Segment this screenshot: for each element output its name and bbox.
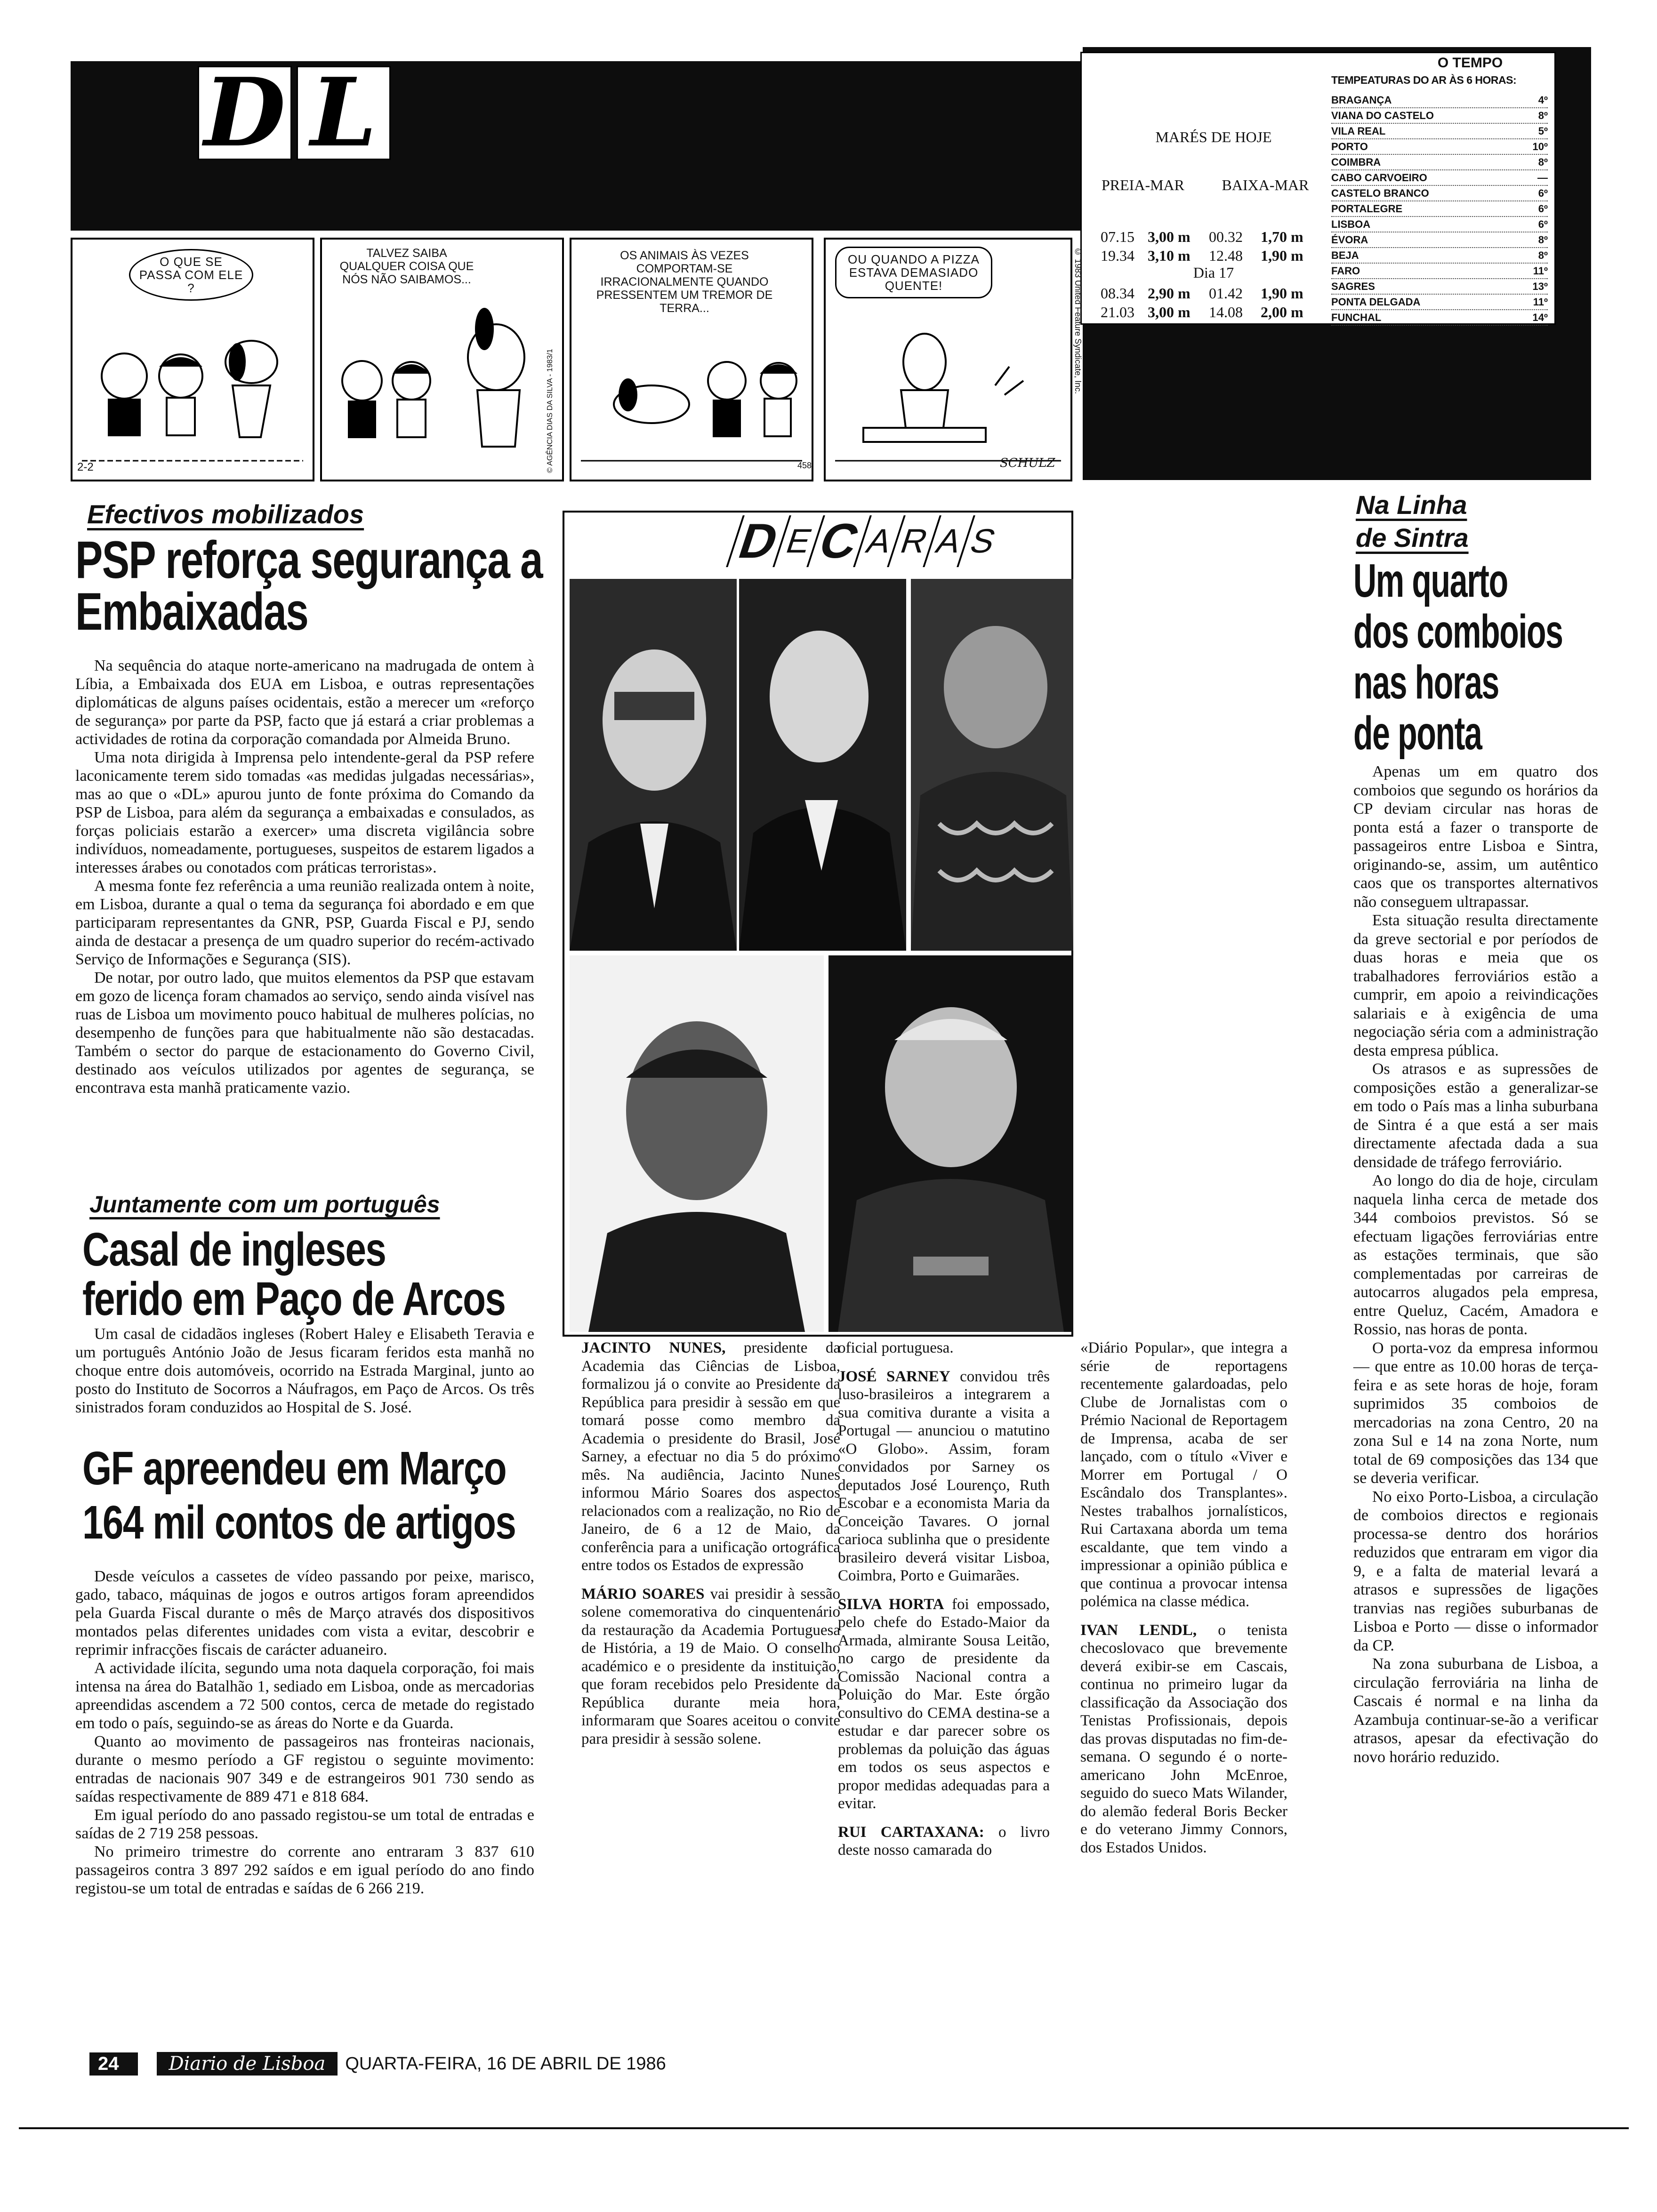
portrait-photo-2-image <box>739 579 906 951</box>
paragraph: A mesma fonte fez referência a uma reunião realizada ontem à noite, em Lisboa, durante a qual o tema da segurança foi abordado e em que participaram representantes da GNR, PSP, Guarda Fiscal e PJ, sendo ainda de destacar a presença de um quadro superior do recém-activado Serviço de Informações e Segurança (SIS). <box>75 877 534 968</box>
paragraph: Ao longo do dia de hoje, circulam naquela linha cerca de metade dos 344 comboios previstos. Só se efectuam ligações ferroviárias entre as estações terminais, que são complementadas por carreiras de autocarros alugados pela empresa, entre Queluz, Cacém, Amadora e Rossio, nas horas de ponta. <box>1353 1172 1598 1338</box>
weather-row <box>1331 124 1548 139</box>
paragraph: Apenas um em quatro dos comboios que segundo os horários da CP deviam circular nas horas de ponta está a fazer o transporte de passageiros entre Lisboa e Sintra, originando-se, assim, um autêntico caos que os transportes alternativos não conseguem ultrapassar. <box>1353 763 1598 911</box>
headline-sintra-line: de ponta <box>1353 707 1482 760</box>
tides-high-label: PREIA-MAR <box>1101 176 1184 193</box>
headline-sintra-line: nas horas <box>1353 656 1499 709</box>
tides-title: MARÉS DE HOJE <box>1155 128 1272 145</box>
de-caras-lead: JACINTO NUNES, <box>581 1339 726 1356</box>
tide-cell: 14.08 <box>1209 304 1243 321</box>
weather-row <box>1331 310 1548 326</box>
weather-temp: 11º <box>1533 296 1548 308</box>
weather-city: PORTO <box>1331 141 1368 152</box>
tide-cell: 01.42 <box>1209 285 1243 302</box>
portrait-photo-5-image <box>828 955 1073 1332</box>
weather-row <box>1331 186 1548 201</box>
weather-city: PORTALEGRE <box>1331 203 1403 215</box>
logo-d-tile <box>198 57 292 168</box>
weather-city: VIANA DO CASTELO <box>1331 110 1434 121</box>
tides-day-label: Dia 17 <box>1193 264 1234 281</box>
headline-sintra <box>1353 555 1617 759</box>
comic-panel-3 <box>570 238 813 481</box>
portrait-photo-4 <box>570 955 824 1332</box>
paragraph: Os atrasos e as supressões de composições estão a generalizar-se em todo o País mas a linha suburbana de Sintra é a que está a ser mais directamente afectada dada a sua densidade de tráfego ferroviário. <box>1353 1060 1598 1171</box>
de-caras-text: o tenista checoslovaco que brevemente deverá exibir-se em Cascais, continua no primeiro lugar da classificação da Associação dos Tenistas Profissionais, depois das provas disputadas no fim-de-semana. O segundo é o norte-americano John McEnroe, seguido do sueco Mats Wilander, do alemão federal Boris Becker e do veterano Jimmy Connors, dos Estados Unidos. <box>1080 1621 1287 1856</box>
tides-table-today <box>1101 227 1327 265</box>
weather-temp: 8º <box>1538 234 1548 246</box>
tide-cell: 1,70 m <box>1261 228 1303 245</box>
tide-row <box>1101 227 1327 246</box>
weather-temp: 6º <box>1538 218 1548 230</box>
paragraph: Na zona suburbana de Lisboa, a circulação ferroviária na linha de Cascais é normal e na linha da Azambuja continuar-se-ão a verificar atrasos, apesar da efectivação do novo horário reduzido. <box>1353 1655 1598 1766</box>
tide-cell: 19.34 <box>1101 247 1134 264</box>
headline-gf-1: GF apreendeu em Março <box>82 1442 506 1495</box>
weather-temp: 10º <box>1532 141 1548 152</box>
portrait-photo-1 <box>570 579 737 951</box>
weather-city: FUNCHAL <box>1331 312 1382 323</box>
tides-low-label: BAIXA-MAR <box>1222 176 1309 193</box>
de-caras-letter: E <box>772 515 823 567</box>
paragraph: O porta-voz da empresa informou — que entre as 10.00 horas de terça-feira e as sete horas de hoje, foram suprimidos 35 comboios de mercadorias na zona Centro, 20 na zona Sul e 14 na zona Norte, num total de 69 composições das 134 que se deveria verificar. <box>1353 1339 1598 1487</box>
weather-city: FARO <box>1331 265 1360 277</box>
weather-temp: 8º <box>1538 156 1548 168</box>
weather-row <box>1331 248 1548 264</box>
tide-cell: 2,00 m <box>1261 304 1303 321</box>
weather-row <box>1331 139 1548 155</box>
de-caras-letter: A <box>923 515 973 567</box>
tide-row <box>1101 303 1327 321</box>
de-caras-col-2 <box>838 1339 1050 1870</box>
portrait-photo-3 <box>911 579 1073 951</box>
weather-row <box>1331 155 1548 170</box>
article-ingleses-body <box>75 1325 534 1417</box>
weather-city: VILA REAL <box>1331 125 1386 137</box>
de-caras-tail: oficial portuguesa. <box>838 1339 954 1356</box>
portrait-photo-3-image <box>911 579 1073 951</box>
paragraph: A actividade ilícita, segundo uma nota daquela corporação, foi mais intensa na área do Batalhão 1, sediado em Lisboa, onde as mercadorias apreendidas ascendem a 72 500 contos, cerca de metade do registado em todo o país, seguindo-se as áreas do Norte e da Guarda. <box>75 1659 534 1732</box>
paragraph: Esta situação resulta directamente da greve sectorial e por períodos de duas horas e meia que os trabalhadores ferroviários estão a cumprir, em apoio a reivindicações salariais e à exigência de uma negociação séria com a administração desta empresa pública. <box>1353 912 1598 1059</box>
weather-row <box>1331 264 1548 279</box>
comic-panel-2 <box>320 238 564 481</box>
portrait-photo-1-image <box>570 579 737 951</box>
de-caras-item <box>838 1368 1050 1585</box>
comic-panel-2-drawing <box>322 240 562 480</box>
footer <box>89 2050 1125 2078</box>
headline-sintra-line: dos comboios <box>1353 605 1563 658</box>
weather-city: CASTELO BRANCO <box>1331 187 1429 199</box>
weather-list <box>1331 93 1548 326</box>
paragraph: No primeiro trimestre do corrente ano entraram 3 837 610 passageiros contra 3 897 292 saídos e em igual período do ano findo registou-se um total de entradas e saídas de 6 266 219. <box>75 1843 534 1897</box>
weather-temp: 13º <box>1532 281 1548 292</box>
paragraph: De notar, por outro lado, que muitos elementos da PSP que estavam em gozo de licença foram chamados ao serviço, sendo ainda visível nas ruas de Lisboa um movimento pouco habitual de mulheres polícias, no desempenho de funções para que habitualmente não são destacadas. Também o sector do parque de estacionamento do Governo Civil, destinado aos veículos utilizados por agentes de segurança, se encontrava esta manhã praticamente vazio. <box>75 969 534 1097</box>
tide-cell: 3,00 m <box>1148 228 1190 245</box>
portrait-photo-5 <box>828 955 1073 1332</box>
bottom-rule <box>19 2127 1629 2129</box>
de-caras-item <box>1080 1621 1287 1857</box>
tide-cell: 1,90 m <box>1261 247 1303 264</box>
headline-psp-text: PSP reforça segurança a Embaixadas <box>75 530 542 641</box>
comic-credit-agency: © AGÊNCIA DIAS DA SILVA - 1983/1 <box>546 349 554 473</box>
weather-row <box>1331 108 1548 124</box>
kicker-sintra-1: Na Linha <box>1356 490 1467 520</box>
article-gf-body <box>75 1567 534 1898</box>
comic-panel-3-text: OS ANIMAIS ÀS VEZES COMPORTAM-SE IRRACIONALMENTE QUANDO PRESSENTEM UM TREMOR DE TERRA... <box>596 249 773 315</box>
de-caras-item <box>581 1585 840 1748</box>
logo-l: L <box>310 57 377 168</box>
de-caras-item <box>581 1339 840 1575</box>
kicker-psp: Efectivos mobilizados <box>87 499 364 529</box>
de-caras-letter: R <box>887 515 940 567</box>
de-caras-text: foi empossado, pelo chefe do Estado-Maior da Armada, almirante Sousa Leitão, no cargo de presidente da Comissão Nacional contra a Poluição do Mar. Este órgão consultivo do CEMA destina-se a estudar e dar parecer sobre os problemas da poluição das águas em todos os seus aspectos e propor medidas adequadas para a evitar. <box>838 1595 1050 1812</box>
tide-row <box>1101 284 1327 303</box>
weather-title: O TEMPO <box>1437 55 1503 71</box>
weather-temp: 14º <box>1532 312 1548 323</box>
footer-date: QUARTA-FEIRA, 16 DE ABRIL DE 1986 <box>345 2053 666 2074</box>
weather-temp: — <box>1537 172 1548 184</box>
paragraph: Uma nota dirigida à Imprensa pelo intendente-geral da PSP refere laconicamente terem sido tomadas «as medidas julgadas necessárias», mas ao que o «DL» apurou junto de fonte próxima do Comando da PSP de Lisboa, para além da segurança a embaixadas e consulados, as forças policiais estarão a exercer» uma discreta vigilância sobre indivíduos, nomeadamente, portugueses, suspeitos de estarem ligados a interesses árabes ou conotados com práticas terroristas». <box>75 749 534 876</box>
weather-temp: 11º <box>1533 265 1548 277</box>
article-sintra-body <box>1353 762 1598 1766</box>
weather-city: CABO CARVOEIRO <box>1331 172 1427 184</box>
weather-row <box>1331 201 1548 217</box>
comic-credit-syndicate: © 1983 United Feature Syndicate, Inc. <box>1073 247 1083 394</box>
tide-cell: 07.15 <box>1101 228 1134 245</box>
comic-strip-number: 458 <box>797 461 812 470</box>
comic-panel-1 <box>71 238 314 481</box>
comic-panel-1-bubble: O QUE SE PASSA COM ELE ? <box>129 249 253 301</box>
page-number: 24 <box>89 2052 138 2076</box>
headline-gf-2: 164 mil contos de artigos <box>82 1496 516 1549</box>
headline-ingleses-1: Casal de ingleses <box>82 1223 386 1276</box>
de-caras-letter: S <box>957 515 1007 567</box>
de-caras-text: convidou três luso-brasileiros a integrarem a sua comitiva durante a visita a Portugal — anunciou o matutino «O Globo». Assim, foram convidados por Sarney os deputados José Lourenço, Ruth Escobar e a economista Maria da Conceição Tavares. O jornal carioca sublinha que o presidente brasileiro deverá visitar Lisboa, Coimbra, Porto e Guimarães. <box>838 1368 1050 1584</box>
de-caras-item <box>838 1595 1050 1813</box>
de-caras-title <box>734 513 999 569</box>
de-caras-lead: IVAN LENDL, <box>1080 1621 1197 1639</box>
tide-cell: 21.03 <box>1101 304 1134 321</box>
tide-cell: 08.34 <box>1101 285 1134 302</box>
de-caras-lead: SILVA HORTA <box>838 1595 944 1613</box>
comic-panel-1-drawing <box>72 240 313 480</box>
de-caras-text: presidente da Academia das Ciências de Lisboa, formalizou já o convite ao Presidente da República para presidir à sessão em que tomará posse como membro da Academia o presidente do Brasil, José Sarney, a efectuar no dia 5 do próximo mês. Na audiência, Jacinto Nunes informou Mário Soares dos aspectos relacionados com a realização, no Rio de Janeiro, de 6 a 12 de Maio, da conferência para a unificação ortográfica entre todos os Estados de expressão <box>581 1339 840 1574</box>
de-caras-col-3 <box>1080 1339 1287 1867</box>
headline-sintra-line: Um quarto <box>1353 554 1508 607</box>
tide-cell: 3,00 m <box>1148 304 1190 321</box>
comic-panel-3-drawing <box>571 240 812 480</box>
paragraph: No eixo Porto-Lisboa, a circulação de comboios directos e regionais processa-se dentro dos horários reduzidos que entraram em vigor dia 9, e a falta de material levará a atrasos e supressões de ligações tranvias nas regiões suburbanas de Lisboa e Porto — disse o informador da CP. <box>1353 1488 1598 1654</box>
weather-city: LISBOA <box>1331 218 1371 230</box>
weather-city: PONTA DELGADA <box>1331 296 1421 308</box>
weather-row <box>1331 232 1548 248</box>
paragraph: Desde veículos a cassetes de vídeo passando por peixe, marisco, gado, tabaco, máquinas de jogos e outros artigos foram apreendidos pela Guarda Fiscal durante o mês de Março através dos dispositivos montados pelas diferentes unidades com vista a evitar, descobrir e reprimir infracções fiscais de carácter aduaneiro. <box>75 1568 534 1659</box>
de-caras-text: «Diário Popular», que integra a série de reportagens recentemente galardoadas, pelo Clube de Jornalistas com o Prémio Nacional de Reportagem de Imprensa, acaba de ser lançado, com o título «Viver e Morrer em Portugal / O Escândalo dos Transplantes». Nestes trabalhos jornalísticos, Rui Cartaxana aborda um tema escaldante, que tem vindo a impressionar a opinião pública e que continua a provocar intensa polémica na classe médica. <box>1080 1339 1287 1610</box>
de-caras-col-1 <box>581 1339 840 1758</box>
paper-name: Diario de Lisboa <box>157 2052 338 2076</box>
weather-temp: 6º <box>1538 203 1548 215</box>
tide-cell: 1,90 m <box>1261 285 1303 302</box>
de-caras-text: vai presidir à sessão solene comemorativa do cinquentenário da restauração da Academia Portuguesa de História, a 19 de Maio. O conselho académico e o presidente da instituição, que foram recebidos pelo Presidente da República durante meia hora, informaram que Soares aceitou o convite para presidir à sessão solene. <box>581 1585 840 1747</box>
de-caras-lead: RUI CARTAXANA: <box>838 1823 984 1841</box>
logo-d: D <box>204 57 286 168</box>
comic-date-mark: 2-2 <box>77 461 94 473</box>
tides-table-next <box>1101 284 1327 321</box>
de-caras-text: o livro deste nosso camarada do <box>838 1823 1050 1859</box>
de-caras-letter: D <box>726 515 789 567</box>
weather-city: SAGRES <box>1331 281 1375 292</box>
tide-cell: 3,10 m <box>1148 247 1190 264</box>
tide-cell: 2,90 m <box>1148 285 1190 302</box>
portrait-photo-2 <box>739 579 906 951</box>
de-caras-item <box>1080 1339 1287 1611</box>
weather-city: COIMBRA <box>1331 156 1381 168</box>
comic-strip <box>71 238 1083 482</box>
weather-tides-panel <box>1080 52 1556 325</box>
tide-cell: 12.48 <box>1209 247 1243 264</box>
kicker-ingleses: Juntamente com um português <box>89 1191 440 1218</box>
headline-ingleses-2: ferido em Paço de Arcos <box>82 1273 506 1325</box>
tide-row <box>1101 246 1327 265</box>
de-caras-lead: MÁRIO SOARES <box>581 1585 705 1603</box>
weather-subtitle: TEMPEATURAS DO AR ÀS 6 HORAS: <box>1331 74 1517 86</box>
weather-row <box>1331 217 1548 232</box>
headline-psp <box>75 530 551 641</box>
comic-panel-4-bubble: OU QUANDO A PIZZA ESTAVA DEMASIADO QUENTE! <box>835 247 992 298</box>
logo-l-tile <box>297 57 391 168</box>
weather-city: BRAGANÇA <box>1331 94 1392 106</box>
paragraph: Um casal de cidadãos ingleses (Robert Haley e Elisabeth Teravia e um português António João de Jesus ficaram feridos esta manhã no choque entre dois automóveis, ocorrido na Estrada Marginal, junto ao posto do Instituto de Socorros a Náufragos, em Paço de Arcos. Os três sinistrados foram conduzidos ao Hospital de S. José. <box>75 1325 534 1416</box>
paragraph: Em igual período do ano passado registou-se um total de entradas e saídas de 2 719 258 pessoas. <box>75 1806 534 1842</box>
weather-temp: 8º <box>1538 249 1548 261</box>
weather-temp: 5º <box>1538 125 1548 137</box>
weather-row <box>1331 170 1548 186</box>
de-caras-letter: A <box>853 515 904 567</box>
de-caras-item <box>838 1823 1050 1859</box>
tide-cell: 00.32 <box>1209 228 1243 245</box>
weather-city: BEJA <box>1331 249 1359 261</box>
de-caras-letter: C <box>806 515 870 567</box>
weather-temp: 4º <box>1538 94 1548 106</box>
de-caras-lead: JOSÉ SARNEY <box>838 1368 950 1385</box>
weather-row <box>1331 279 1548 295</box>
kicker-sintra-2: de Sintra <box>1356 523 1469 553</box>
paragraph: Quanto ao movimento de passageiros nas fronteiras nacionais, durante o mesmo período a GF registou o seguinte movimento: entradas de nacionais 907 349 e de estrangeiros 901 730 sendo as saídas respectivamente de 889 471 e 818 684. <box>75 1733 534 1805</box>
comic-signature: SCHULZ <box>1000 456 1055 470</box>
paragraph: Na sequência do ataque norte-americano na madrugada de ontem à Líbia, a Embaixada dos EUA em Lisboa, e outras representações diplomáticas de alguns países ocidentais, estão a merecer um «reforço de segurança» por parte da PSP, facto que já estará a criar problemas a actividades de rotina da corporação comandada por Almeida Bruno. <box>75 657 534 748</box>
comic-panel-4-drawing <box>826 240 1070 480</box>
weather-row <box>1331 295 1548 310</box>
weather-temp: 6º <box>1538 187 1548 199</box>
portrait-photo-4-image <box>570 955 824 1332</box>
article-psp-body <box>75 657 534 1097</box>
weather-city: ÉVORA <box>1331 234 1368 246</box>
comic-panel-4 <box>824 238 1072 481</box>
weather-row <box>1331 93 1548 108</box>
weather-temp: 8º <box>1538 110 1548 121</box>
comic-panel-2-text: TALVEZ SAIBA QUALQUER COISA QUE NÓS NÃO SAIBAMOS... <box>339 247 474 286</box>
